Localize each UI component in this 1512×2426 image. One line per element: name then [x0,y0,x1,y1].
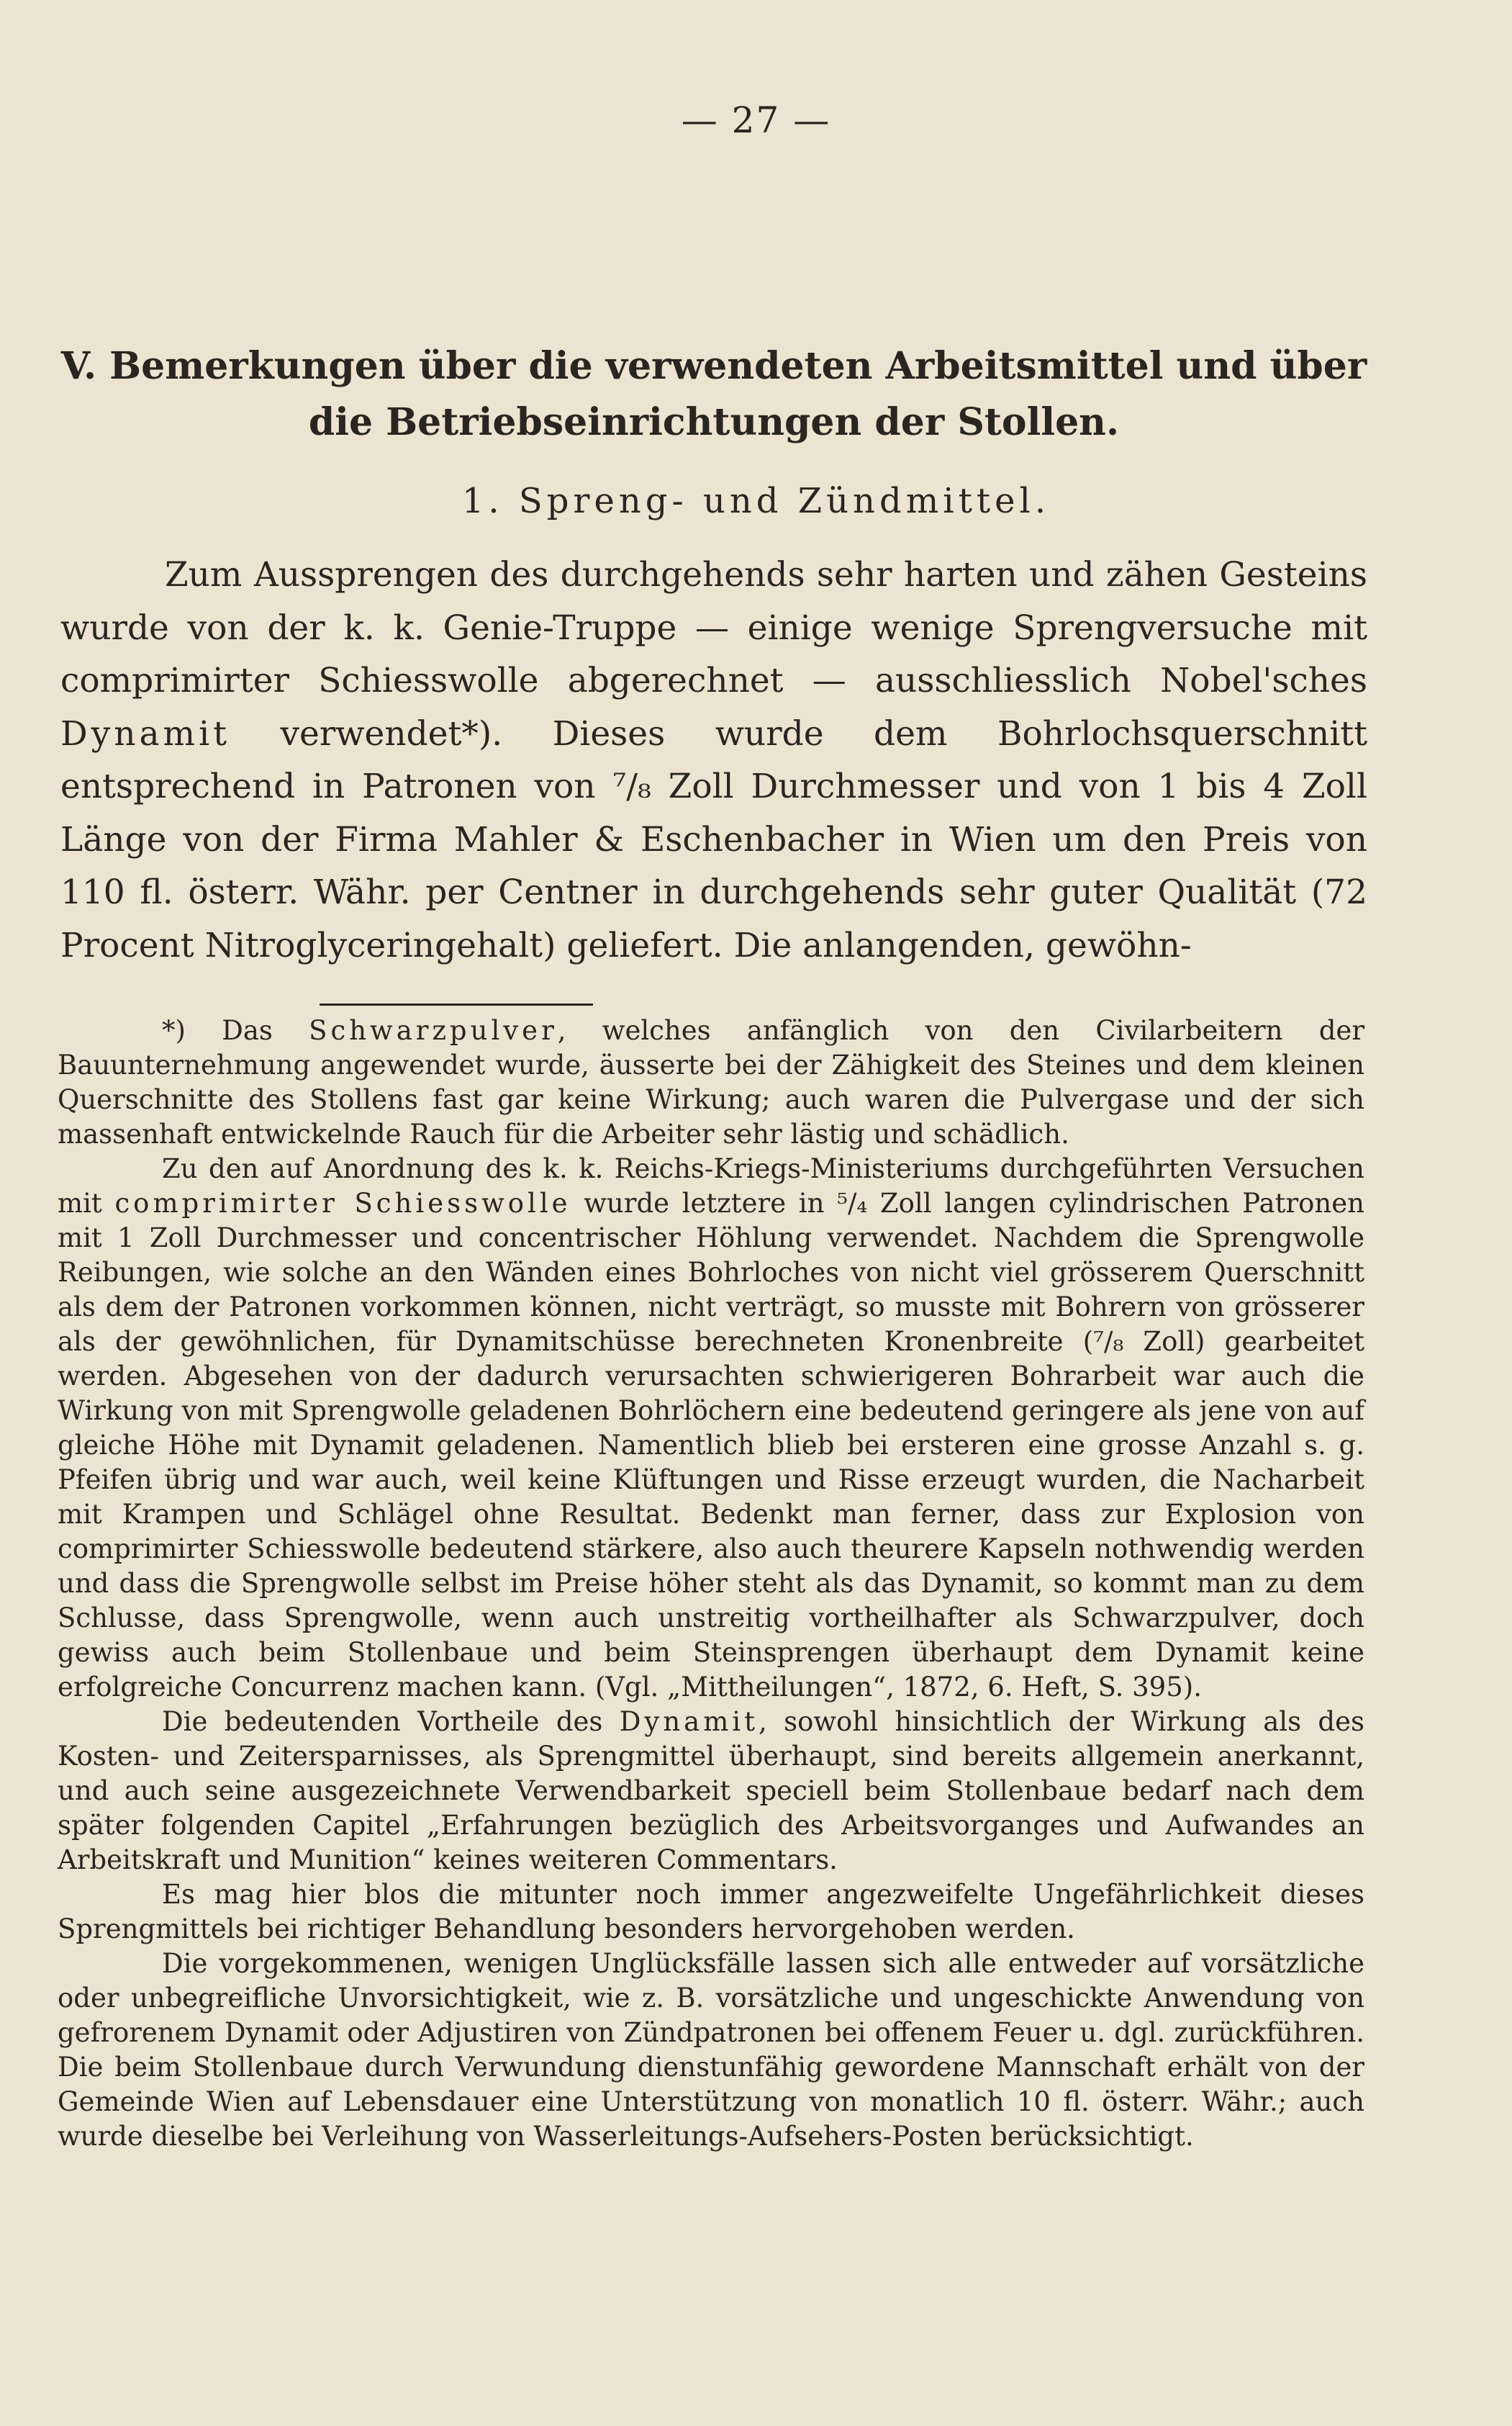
footnote-paragraph [58,1152,1364,1705]
spaced-term: comprimirter Schiesswolle [114,1188,571,1219]
footnote-text: , sowohl hinsichtlich der Wirkung als des Kosten- und Zeitersparnisses, als Sprengmittel überhaupt, sind bereits allgemein anerkannt, und auch seine ausgezeichnete Verwendbarkeit speciell beim Stollenbaue bedarf nach dem später folgenden Capitel „Erfahrungen bezüglich des Arbeitsvorganges und Aufwandes an Arbeitskraft und Munition“ keines weiteren Commentars. [58,1706,1365,1875]
body-paragraph [60,549,1367,972]
body-text-part-2: verwendet*). Dieses wurde dem Bohrlochsquerschnitt entsprechend in Patronen von ⁷/₈ Zoll Durchmesser und von 1 bis 4 Zoll Länge von der Firma Mahler & Eschenbacher in Wien um den Preis von 110 fl. österr. Währ. per Centner in durchgehends sehr guter Qualität (72 Procent Nitroglyceringehalt) geliefert. Die anlangenden, gewöhn- [60,713,1367,965]
footnote-paragraph [58,1014,1364,1152]
footnote [58,1014,1364,2154]
footnote-divider [320,1004,593,1006]
footnote-text: Die bedeutenden Vortheile des [162,1706,620,1737]
spaced-term: Schwarzpulver [309,1015,558,1046]
body-text-part-1: Zum Aussprengen des durchgehends sehr harten und zähen Gesteins wurde von der k. k. Genie-Truppe — einige wenige Sprengversuche mit comprimirter Schiesswolle abgerechnet — ausschliesslich Nobel'sches [60,555,1367,700]
footnote-paragraph [58,1705,1364,1877]
page-number: — 27 — [681,99,831,141]
spaced-term: Dynamit [619,1706,759,1737]
spaced-term-dynamit: Dynamit [60,713,231,754]
footnote-text: Zu den auf Anordnung des k. k. Reichs-Kriegs-Ministeriums durchgeführten Versuchen mit [58,1153,1364,1219]
subsection-heading: 1. Spreng- und Zündmittel. [461,481,1051,521]
footnote-text: *) Das [162,1015,309,1046]
footnote-paragraph: Die vorgekommenen, wenigen Unglücksfälle lassen sich alle entweder auf vorsätzliche oder unbegreifliche Unvorsichtigkeit, wie z. B. vorsätzliche und ungeschickte Anwendung von gefrorenem Dynamit oder Adjustiren von Zündpatronen bei offenem Feuer u. dgl. zurückführen. Die beim Stollenbaue durch Verwundung dienstunfähig gewordene Mannschaft erhält von der Gemeinde Wien auf Lebensdauer eine Unterstützung von monatlich 10 fl. österr. Währ.; auch wurde dieselbe bei Verleihung von Wasserleitungs-Aufsehers-Posten berücksichtigt. [58,1948,1364,2152]
footnote-text: , welches anfänglich von den Civilarbeitern der Bauunternehmung angewendet wurde, äusserte bei der Zähigkeit des Steines und dem kleinen Querschnitte des Stollens fast gar keine Wirkung; auch waren die Pulvergase und der sich massenhaft entwickelnde Rauch für die Arbeiter sehr lästig und schädlich. [58,1015,1365,1150]
footnote-text: wurde letztere in ⁵/₄ Zoll langen cylindrischen Patronen mit 1 Zoll Durchmesser und concentrischer Höhlung verwendet. Nachdem die Sprengwolle Reibungen, wie solche an den Wänden eines Bohrloches von nicht viel grösserem Querschnitt als dem der Patronen vorkommen können, nicht verträgt, so musste mit Bohrern von grösserer als der gewöhnlichen, für Dynamitschüsse berechneten Kronenbreite (⁷/₈ Zoll) gearbeitet werden. Abgesehen von der dadurch verursachten schwierigeren Bohrarbeit war auch die Wirkung von mit Sprengwolle geladenen Bohrlöchern eine bedeutend geringere als jene von auf gleiche Höhe mit Dynamit geladenen. Namentlich blieb bei ersteren eine grosse Anzahl s. g. Pfeifen übrig und war auch, weil keine Klüftungen und Risse erzeugt wurden, die Nacharbeit mit Krampen und Schlägel ohne Resultat. Bedenkt man ferner, dass zur Explosion von comprimirter Schiesswolle bedeutend stärkere, also auch theurere Kapseln nothwendig werden und dass die Sprengwolle selbst im Preise höher steht als das Dynamit, so kommt man zu dem Schlusse, dass Sprengwolle, wenn auch unstreitig vortheilhafter als Schwarzpulver, doch gewiss auch beim Stollenbaue und beim Steinsprengen überhaupt dem Dynamit keine erfolgreiche Concurrenz machen kann. (Vgl. „Mittheilungen“, 1872, 6. Heft, S. 395). [58,1188,1364,1703]
footnote-paragraph: Es mag hier blos die mitunter noch immer angezweifelte Ungefährlichkeit dieses Sprengmittels bei richtiger Behandlung besonders hervorgehoben werden. [58,1879,1364,1944]
section-heading: V. Bemerkungen über die verwendeten Arbeitsmittel und über die Betriebseinrichtungen der Stollen. [60,344,1367,444]
